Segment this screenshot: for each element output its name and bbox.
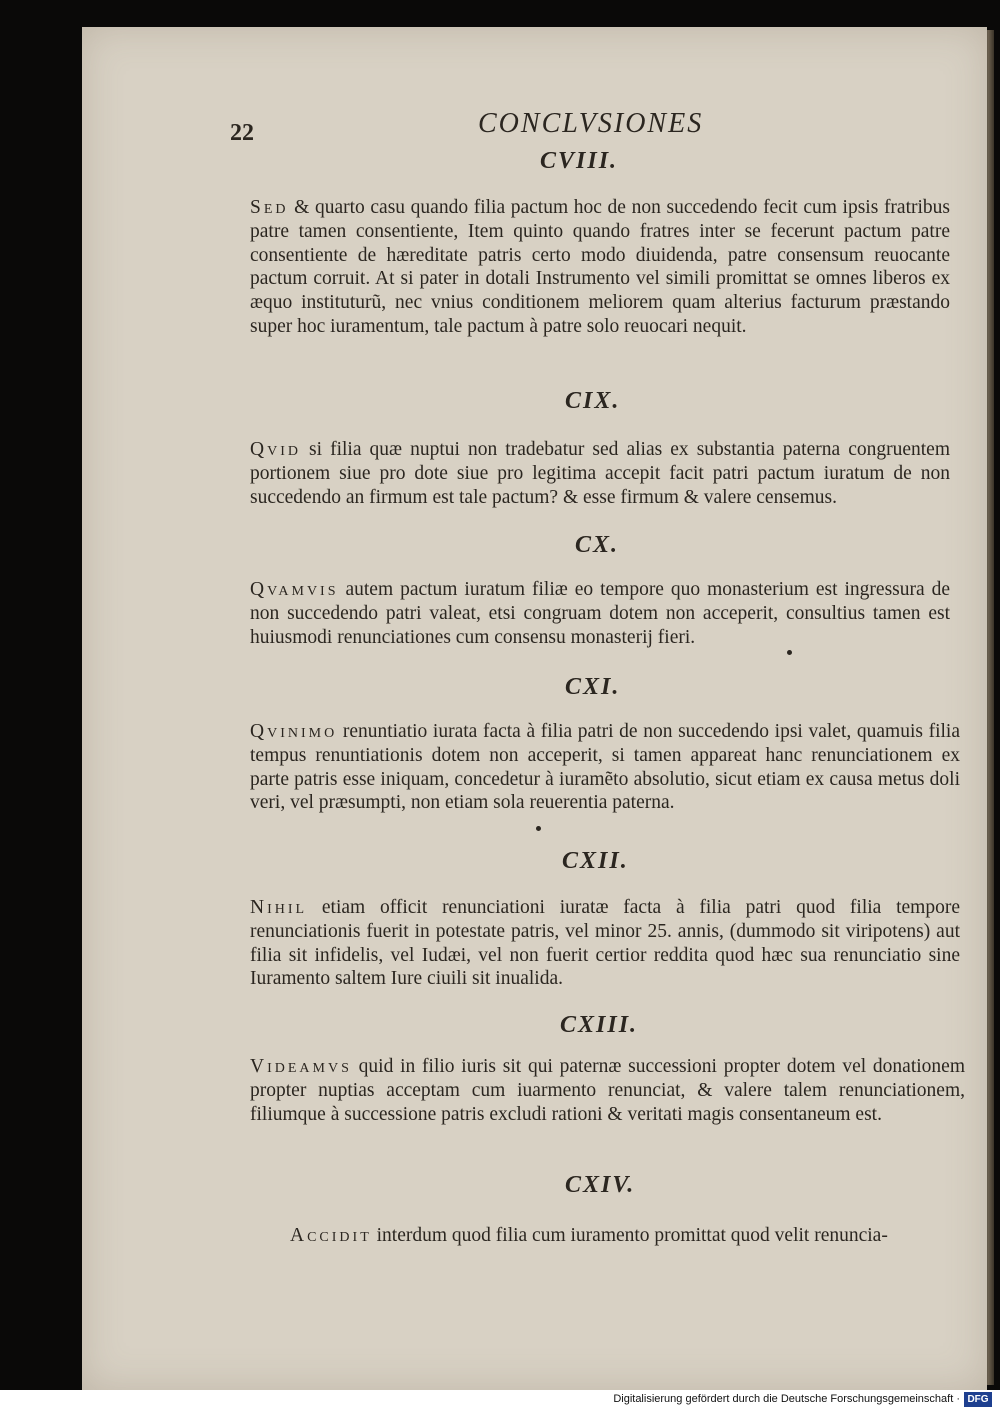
- section-heading: CX.: [575, 532, 620, 558]
- paragraph-text: interdum quod filia cum iuramento promittat quod velit renuncia-: [371, 1225, 888, 1246]
- section-paragraph: [290, 1224, 955, 1248]
- section-paragraph: [250, 720, 960, 815]
- digitization-footer: [0, 1390, 1000, 1410]
- paragraph-lead: Accidit: [290, 1225, 372, 1246]
- section-paragraph: [250, 578, 950, 649]
- paragraph-text: si filia quæ nuptui non tradebatur sed alias ex substantia paterna congruentem portionem siue pro dote siue pro legitima accepit facit patri pactum iuratum de non succedendo an firmum est tale pactum? & esse firmum & valere censemus.: [250, 439, 950, 508]
- section-heading: CXIII.: [560, 1012, 639, 1038]
- paragraph-text: renuntiatio iurata facta à filia patri de non succedendo ipsi valet, quamuis filia tempus renuntiationis dotem non acceperit, si tamen appareat hanc renunciationem ex parte patris esse iniquam, concedetur à iuramẽto absolutio, sicut etiam ex causa metus doli veri, vel præsumpti, non etiam sola reuerentia paterna.: [250, 721, 960, 814]
- section-paragraph: [250, 196, 950, 339]
- paragraph-lead: Qvamvis: [250, 579, 339, 600]
- section-paragraph: [250, 438, 950, 509]
- ink-speck: [536, 826, 541, 831]
- ink-speck: [787, 650, 792, 655]
- paragraph-lead: Qvinimo: [250, 721, 338, 742]
- paragraph-lead: Sed: [250, 197, 289, 218]
- folio-number: 22: [230, 120, 254, 146]
- paragraph-text: quid in filio iuris sit qui paternæ successioni propter dotem vel donationem propter nuptias acceptam cum iuarmento renunciat, & valere talem renunciationem, filiumque à successione patris excludi rationi & veritati magis consentaneum est.: [250, 1056, 965, 1125]
- paragraph-lead: Videamvs: [250, 1056, 352, 1077]
- section-heading: CXI.: [565, 674, 621, 700]
- running-head: CONCLVSIONES: [478, 108, 704, 139]
- section-heading: CXII.: [562, 848, 629, 874]
- paragraph-text: etiam officit renunciationi iuratæ facta à filia patri quod filia tempore renunciationis fuerit in potestate patris, vel minor 25. annis, (dummodo sit viripotens) aut filia sit infidelis, vel Iudæi, vel non fuerit certior reddita quod hæc sua renunciatio sine Iuramento saltem Iure ciuili sit inualida.: [250, 897, 960, 990]
- paragraph-lead: Qvid: [250, 439, 301, 460]
- section-paragraph: [250, 1055, 965, 1126]
- section-heading: CIX.: [565, 388, 621, 414]
- section-paragraph: [250, 896, 960, 991]
- dfg-logo-icon: DFG: [964, 1392, 992, 1407]
- paragraph-text: autem pactum iuratum filiæ eo tempore quo monasterium est ingressura de non succedendo patri valeat, etsi congruam dotem non acceperit, consultius tamen est huiusmodi renunciationes cum consensu monasterij fieri.: [250, 579, 950, 648]
- footer-credit: Digitalisierung gefördert durch die Deutsche Forschungsgemeinschaft ·: [613, 1393, 960, 1405]
- paragraph-text: & quarto casu quando filia pactum hoc de non succedendo fecit cum ipsis fratribus patre tamen consentiente, Item quinto quando fratres inter se fecerunt pactum patre consentiente de hæreditate patris certo modo diuidenda, patre consensum reuocante pactum corruit. At si pater in dotali Instrumento vel simili promittat se omnes liberos ex æquo instituturũ, nec vnius conditionem meliorem quam alterius facturum præstando super hoc iuramentum, tale pactum à patre solo reuocari nequit.: [250, 197, 950, 337]
- section-heading: CVIII.: [540, 148, 619, 174]
- paragraph-lead: Nihil: [250, 897, 308, 918]
- section-heading: CXIV.: [565, 1172, 636, 1198]
